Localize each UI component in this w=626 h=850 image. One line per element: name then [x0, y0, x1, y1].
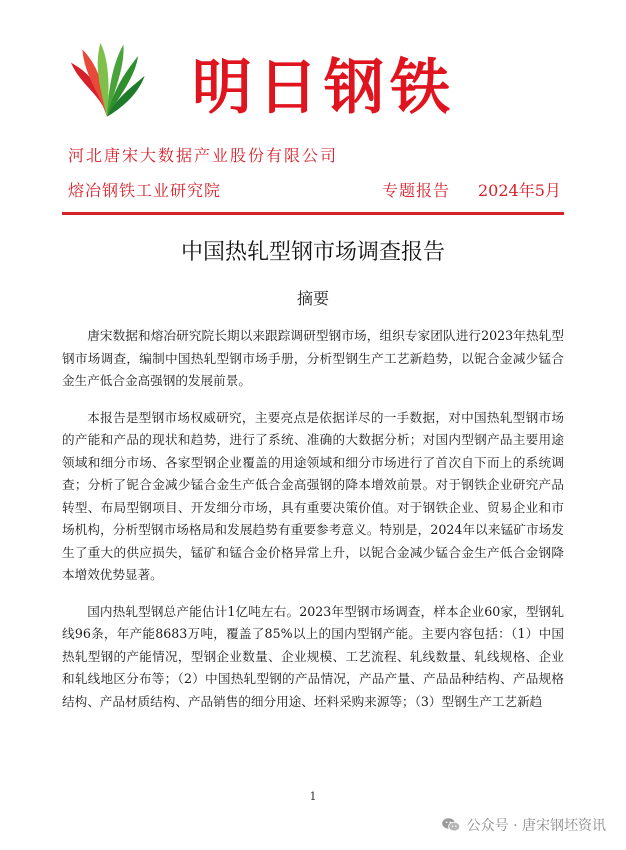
- institute-name: 熔冶钢铁工业研究院: [68, 181, 222, 200]
- report-type: 专题报告: [382, 181, 451, 200]
- paragraph-1: 唐宋数据和熔冶研究院长期以来跟踪调研型钢市场，组织专家团队进行2023年热轧型钢市场调查，编制中国热轧型钢市场手册，分析型钢生产工艺新趋势，以铌合金减少锰合金生产低合金高强钢的发展前景。: [62, 328, 564, 388]
- document-title: 中国热轧型钢市场调查报告: [180, 240, 445, 265]
- masthead-title: 明日钢铁: [192, 53, 456, 123]
- page-number: 1: [309, 790, 317, 803]
- wechat-icon: [441, 817, 461, 833]
- watermark: [441, 814, 606, 836]
- header-divider: [62, 212, 564, 215]
- report-date: 2024年5月: [478, 181, 561, 200]
- abstract-body: [62, 325, 564, 727]
- watermark-text: 公众号 · 唐宋钢坯资讯: [466, 818, 606, 834]
- company-logo-icon: [66, 38, 148, 120]
- company-name: 河北唐宋大数据产业股份有限公司: [68, 146, 339, 165]
- paragraph-2: 本报告是型钢市场权威研究，主要亮点是依据详尽的一手数据，对中国热轧型钢市场的产能和产品的现状和趋势，进行了系统、准确的大数据分析；对国内型钢产品主要用途领域和细分市场、各家型钢企业覆盖的用途领域和细分市场进行了首次自下而上的系统调查；分析了铌合金减少锰合金生产低合金高强钢的降本增效前景。对于钢铁企业研究产品转型、布局型钢项目、开发细分市场，具有重要决策价值。对于钢铁企业、贸易企业和市场机构，分析型钢市场格局和发展趋势有重要参考意义。特别是，2024年以来锰矿市场发生了重大的供应损失，锰矿和锰合金价格异常上升，以铌合金减少锰合金生产低合金钢降本增效优势显著。: [62, 409, 564, 582]
- paragraph-3: 国内热轧型钢总产能估计1亿吨左右。2023年型钢市场调查，样本企业60家，型钢轧线96条，年产能8683万吨，覆盖了85%以上的国内型钢产能。主要内容包括：（1）中国热轧型钢的产能情况，型钢企业数量、企业规模、工艺流程、轧线数量、轧线规格、企业和轧线地区分布等；（2）中国热轧型钢的产品情况，产品产量、产品品种结构、产品规格结构、产品材质结构、产品销售的细分用途、坯料采购来源等；（3）型钢生产工艺新趋: [62, 603, 564, 709]
- abstract-heading: 摘要: [296, 289, 329, 308]
